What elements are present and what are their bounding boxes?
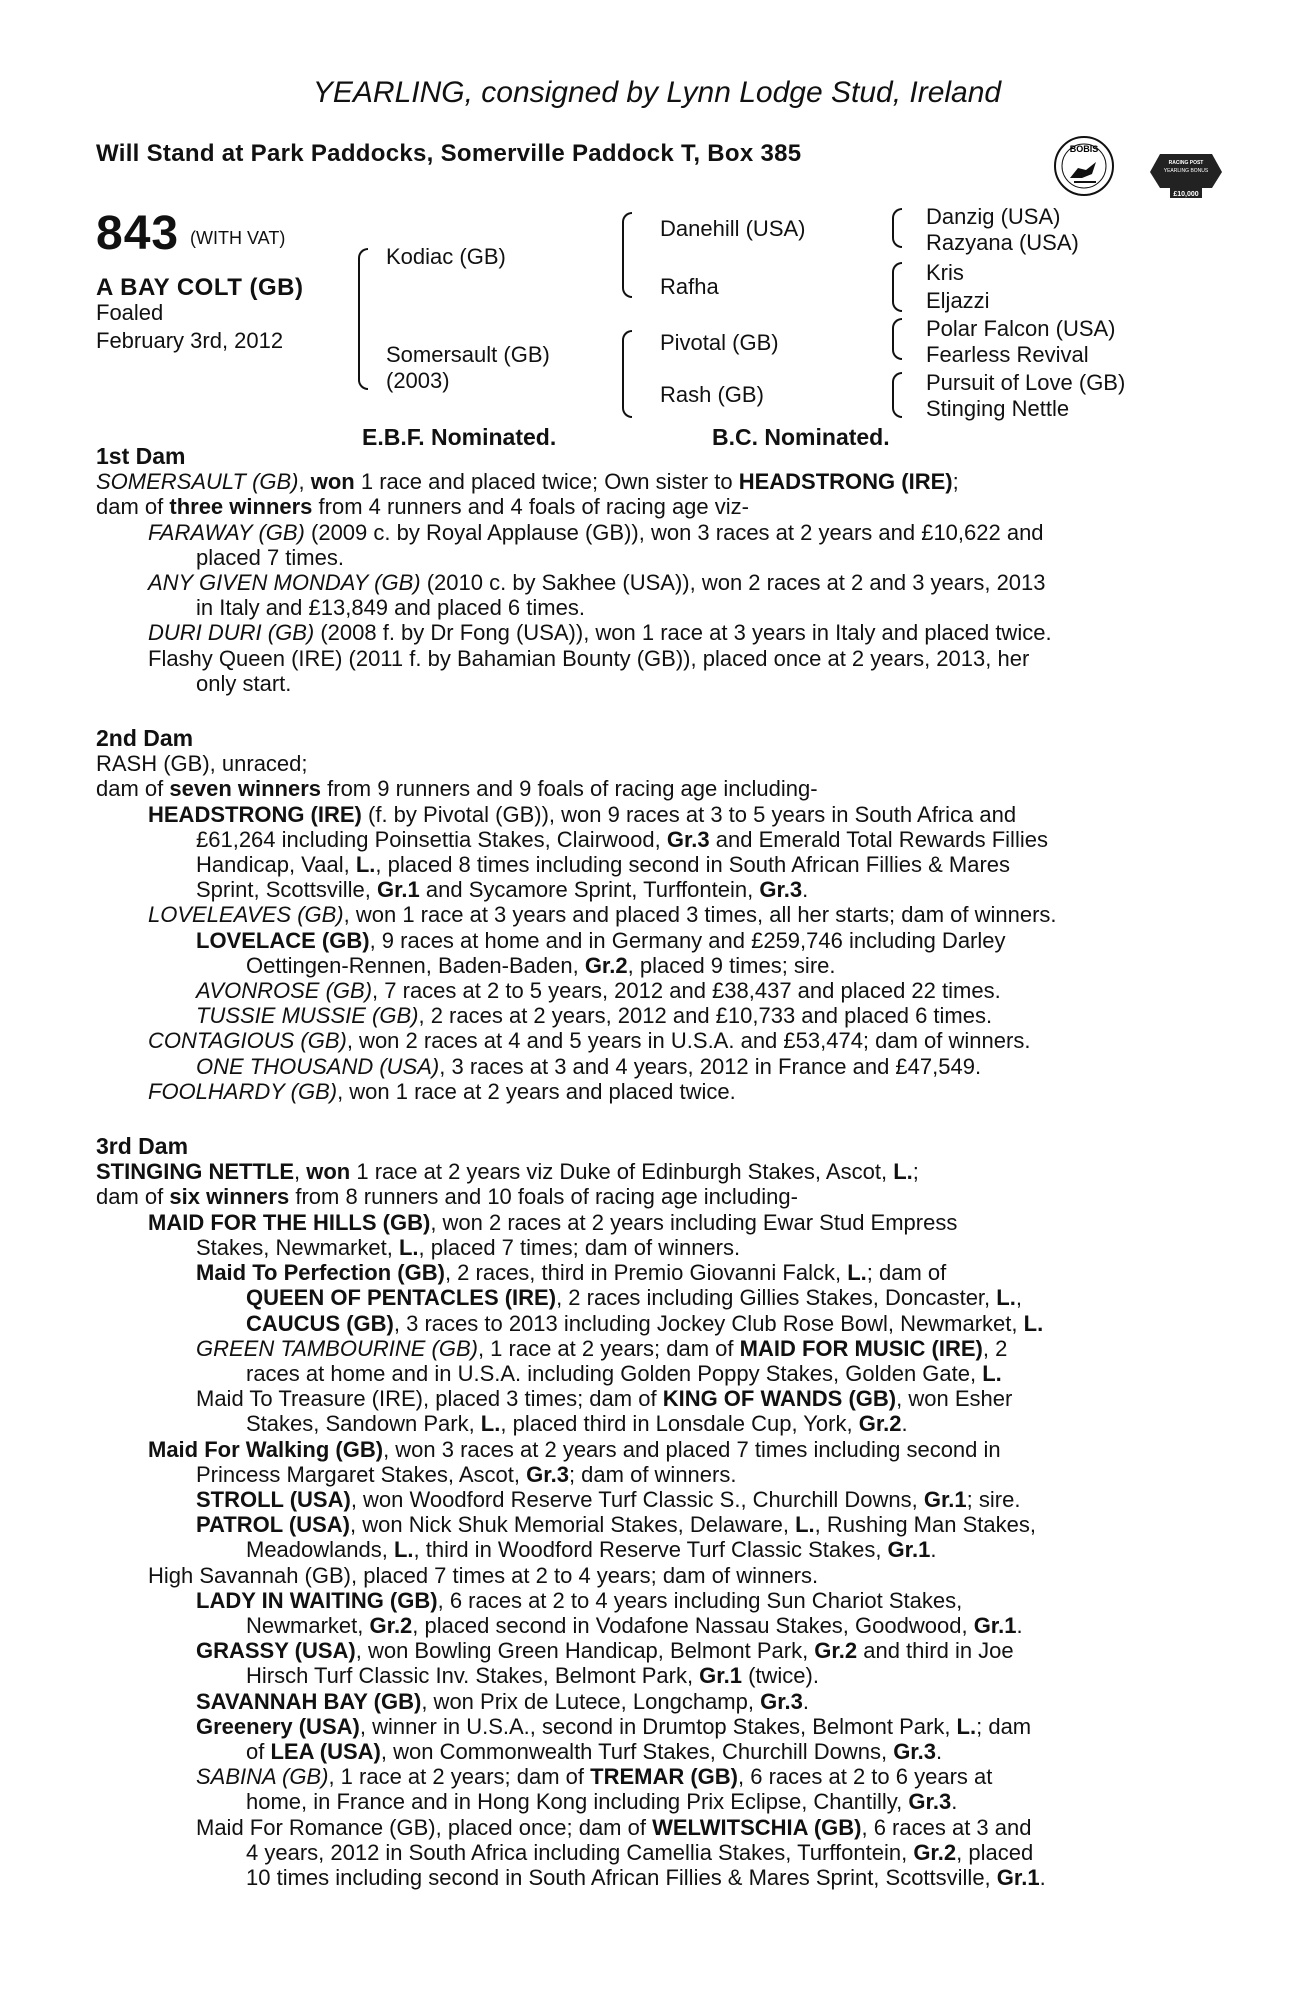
text-line: GREEN TAMBOURINE (GB), 1 race at 2 years; dam of MAID FOR MUSIC (IRE), 2 bbox=[196, 1335, 1008, 1361]
pedigree-g7: Pursuit of Love (GB) bbox=[926, 370, 1126, 395]
text-line: RASH (GB), unraced; bbox=[96, 751, 308, 777]
text-line: dam of three winners from 4 runners and 4 foals of racing age viz- bbox=[96, 494, 749, 520]
text-line: STINGING NETTLE, won 1 race at 2 years viz Duke of Edinburgh Stakes, Ascot, L.; bbox=[96, 1159, 919, 1185]
text-line: Princess Margaret Stakes, Ascot, Gr.3; dam of winners. bbox=[196, 1461, 737, 1487]
text-line: QUEEN OF PENTACLES (IRE), 2 races including Gillies Stakes, Doncaster, L., bbox=[246, 1285, 1022, 1311]
text-line: High Savannah (GB), placed 7 times at 2 to 4 years; dam of winners. bbox=[148, 1562, 819, 1588]
text-line: home, in France and in Hong Kong including Prix Eclipse, Chantilly, Gr.3. bbox=[246, 1789, 958, 1815]
bracket-g2 bbox=[892, 262, 902, 312]
text-line: Newmarket, Gr.2, placed second in Vodafone Nassau Stakes, Goodwood, Gr.1. bbox=[246, 1612, 1023, 1638]
foaled-date: February 3rd, 2012 bbox=[96, 328, 284, 353]
catalogue-body bbox=[96, 444, 1226, 1890]
text-line: 4 years, 2012 in South Africa including Camellia Stakes, Turffontein, Gr.2, placed bbox=[246, 1839, 1034, 1865]
bobis-logo bbox=[1052, 134, 1116, 198]
text-line: Sprint, Scottsville, Gr.1 and Sycamore Sprint, Turffontein, Gr.3. bbox=[196, 877, 809, 903]
text-line: Meadowlands, L., third in Woodford Reserve Turf Classic Stakes, Gr.1. bbox=[246, 1537, 937, 1563]
bracket-dam bbox=[622, 330, 632, 418]
text-line: GRASSY (USA), won Bowling Green Handicap, Belmont Park, Gr.2 and third in Joe bbox=[196, 1638, 1014, 1664]
third-dam-heading: 3rd Dam bbox=[96, 1133, 189, 1160]
text-line: Hirsch Turf Classic Inv. Stakes, Belmont Park, Gr.1 (twice). bbox=[246, 1663, 819, 1689]
svg-text:£10,000: £10,000 bbox=[1173, 191, 1199, 198]
foaled-label: Foaled bbox=[96, 300, 164, 325]
text-line: only start. bbox=[196, 670, 292, 696]
text-line: LOVELACE (GB), 9 races at home and in Germany and £259,746 including Darley bbox=[196, 927, 1006, 953]
text-line: in Italy and £13,849 and placed 6 times. bbox=[196, 595, 585, 621]
text-line: £61,264 including Poinsettia Stakes, Clairwood, Gr.3 and Emerald Total Rewards Fillies bbox=[196, 826, 1048, 852]
text-line: Stakes, Sandown Park, L., placed third in Lonsdale Cup, York, Gr.2. bbox=[246, 1411, 908, 1437]
bc-nominated: B.C. Nominated. bbox=[712, 424, 890, 450]
svg-text:BOBIS: BOBIS bbox=[1069, 144, 1099, 154]
second-dam-heading: 2nd Dam bbox=[96, 725, 194, 752]
text-line: dam of seven winners from 9 runners and 9 foals of racing age including- bbox=[96, 776, 818, 802]
pedigree-sire: Kodiac (GB) bbox=[386, 244, 506, 269]
text-line: SOMERSAULT (GB), won 1 race and placed twice; Own sister to HEADSTRONG (IRE); bbox=[96, 469, 959, 495]
pedigree-g4: Eljazzi bbox=[926, 288, 990, 313]
text-line: races at home and in U.S.A. including Golden Poppy Stakes, Golden Gate, L. bbox=[246, 1360, 1002, 1386]
text-line: Greenery (USA), winner in U.S.A., second in Drumtop Stakes, Belmont Park, L.; dam bbox=[196, 1713, 1032, 1739]
pedigree-g6: Fearless Revival bbox=[926, 342, 1089, 367]
text-line: CONTAGIOUS (GB), won 2 races at 4 and 5 years in U.S.A. and £53,474; dam of winners. bbox=[148, 1028, 1031, 1054]
pedigree-sire-sire: Danehill (USA) bbox=[660, 216, 806, 241]
text-line: SABINA (GB), 1 race at 2 years; dam of TREMAR (GB), 6 races at 2 to 6 years at bbox=[196, 1764, 993, 1790]
stand-location: Will Stand at Park Paddocks, Somerville Paddock T, Box 385 bbox=[96, 140, 802, 167]
text-line: Maid To Perfection (GB), 2 races, third in Premio Giovanni Falck, L.; dam of bbox=[196, 1260, 947, 1286]
first-dam-section bbox=[96, 469, 1226, 696]
text-line: Handicap, Vaal, L., placed 8 times including second in South African Fillies & Mares bbox=[196, 852, 1011, 878]
text-line: ONE THOUSAND (USA), 3 races at 3 and 4 years, 2012 in France and £47,549. bbox=[196, 1053, 982, 1079]
third-dam-section bbox=[96, 1159, 1226, 1890]
ebf-nominated: E.B.F. Nominated. bbox=[362, 424, 557, 450]
text-line: Maid For Walking (GB), won 3 races at 2 years and placed 7 times including second in bbox=[148, 1436, 1001, 1462]
text-line: placed 7 times. bbox=[196, 544, 344, 570]
pedigree-dam-year: (2003) bbox=[386, 368, 450, 393]
text-line: Maid For Romance (GB), placed once; dam of WELWITSCHIA (GB), 6 races at 3 and bbox=[196, 1814, 1032, 1840]
first-dam-heading: 1st Dam bbox=[96, 443, 186, 469]
pedigree-g3: Kris bbox=[926, 260, 964, 285]
pedigree-dam: Somersault (GB) bbox=[386, 342, 550, 367]
text-line: TUSSIE MUSSIE (GB), 2 races at 2 years, 2012 and £10,733 and placed 6 times. bbox=[196, 1003, 993, 1029]
second-dam-section bbox=[96, 751, 1226, 1104]
text-line: of LEA (USA), won Commonwealth Turf Stakes, Churchill Downs, Gr.3. bbox=[246, 1738, 943, 1764]
pedigree-sire-dam: Rafha bbox=[660, 274, 719, 299]
pedigree-g5: Polar Falcon (USA) bbox=[926, 316, 1116, 341]
text-line: ANY GIVEN MONDAY (GB) (2010 c. by Sakhee (USA)), won 2 races at 2 and 3 years, 2013 bbox=[148, 570, 1046, 596]
text-line: Stakes, Newmarket, L., placed 7 times; dam of winners. bbox=[196, 1234, 741, 1260]
text-line: PATROL (USA), won Nick Shuk Memorial Stakes, Delaware, L., Rushing Man Stakes, bbox=[196, 1512, 1036, 1538]
text-line: LADY IN WAITING (GB), 6 races at 2 to 4 years including Sun Chariot Stakes, bbox=[196, 1587, 963, 1613]
text-line: Flashy Queen (IRE) (2011 f. by Bahamian Bounty (GB)), placed once at 2 years, 2013, her bbox=[148, 645, 1030, 671]
lot-number: 843 bbox=[96, 207, 180, 260]
pedigree-g8: Stinging Nettle bbox=[926, 396, 1070, 421]
text-line: AVONROSE (GB), 7 races at 2 to 5 years, 2012 and £38,437 and placed 22 times. bbox=[196, 978, 1001, 1004]
racing-post-bonus-logo bbox=[1146, 144, 1226, 200]
bracket-sire bbox=[622, 212, 632, 298]
pedigree-dam-dam: Rash (GB) bbox=[660, 382, 764, 407]
bracket-gen1 bbox=[358, 248, 368, 390]
text-line: STROLL (USA), won Woodford Reserve Turf Classic S., Churchill Downs, Gr.1; sire. bbox=[196, 1486, 1021, 1512]
text-line: LOVELEAVES (GB), won 1 race at 3 years and placed 3 times, all her starts; dam of winners. bbox=[148, 902, 1057, 928]
bracket-g3 bbox=[892, 318, 902, 360]
text-line: DURI DURI (GB) (2008 f. by Dr Fong (USA)), won 1 race at 3 years in Italy and placed twice. bbox=[148, 620, 1052, 646]
text-line: FOOLHARDY (GB), won 1 race at 2 years and placed twice. bbox=[148, 1078, 736, 1104]
text-line: CAUCUS (GB), 3 races to 2013 including Jockey Club Rose Bowl, Newmarket, L. bbox=[246, 1310, 1044, 1336]
pedigree-g2: Razyana (USA) bbox=[926, 230, 1079, 255]
bracket-g4 bbox=[892, 372, 902, 418]
page-title: YEARLING, consigned by Lynn Lodge Stud, Ireland bbox=[312, 76, 1002, 109]
text-line: Maid To Treasure (IRE), placed 3 times; dam of KING OF WANDS (GB), won Esher bbox=[196, 1386, 1013, 1412]
svg-text:RACING POST: RACING POST bbox=[1168, 160, 1204, 166]
text-line: dam of six winners from 8 runners and 10 foals of racing age including- bbox=[96, 1184, 798, 1210]
svg-text:YEARLING BONUS: YEARLING BONUS bbox=[1163, 168, 1209, 174]
pedigree-dam-sire: Pivotal (GB) bbox=[660, 330, 779, 355]
bracket-g1 bbox=[892, 208, 902, 248]
text-line: Oettingen-Rennen, Baden-Baden, Gr.2, placed 9 times; sire. bbox=[246, 952, 836, 978]
text-line: FARAWAY (GB) (2009 c. by Royal Applause (GB)), won 3 races at 2 years and £10,622 and bbox=[148, 519, 1044, 545]
text-line: SAVANNAH BAY (GB), won Prix de Lutece, Longchamp, Gr.3. bbox=[196, 1688, 810, 1714]
text-line: HEADSTRONG (IRE) (f. by Pivotal (GB)), won 9 races at 3 to 5 years in South Africa and bbox=[148, 801, 1017, 827]
text-line: MAID FOR THE HILLS (GB), won 2 races at 2 years including Ewar Stud Empress bbox=[148, 1209, 958, 1235]
pedigree-g1: Danzig (USA) bbox=[926, 204, 1061, 229]
text-line: 10 times including second in South African Fillies & Mares Sprint, Scottsville, Gr.1. bbox=[246, 1864, 1046, 1890]
vat-label: (WITH VAT) bbox=[190, 228, 286, 248]
lot-description: A BAY COLT (GB) bbox=[96, 274, 304, 301]
